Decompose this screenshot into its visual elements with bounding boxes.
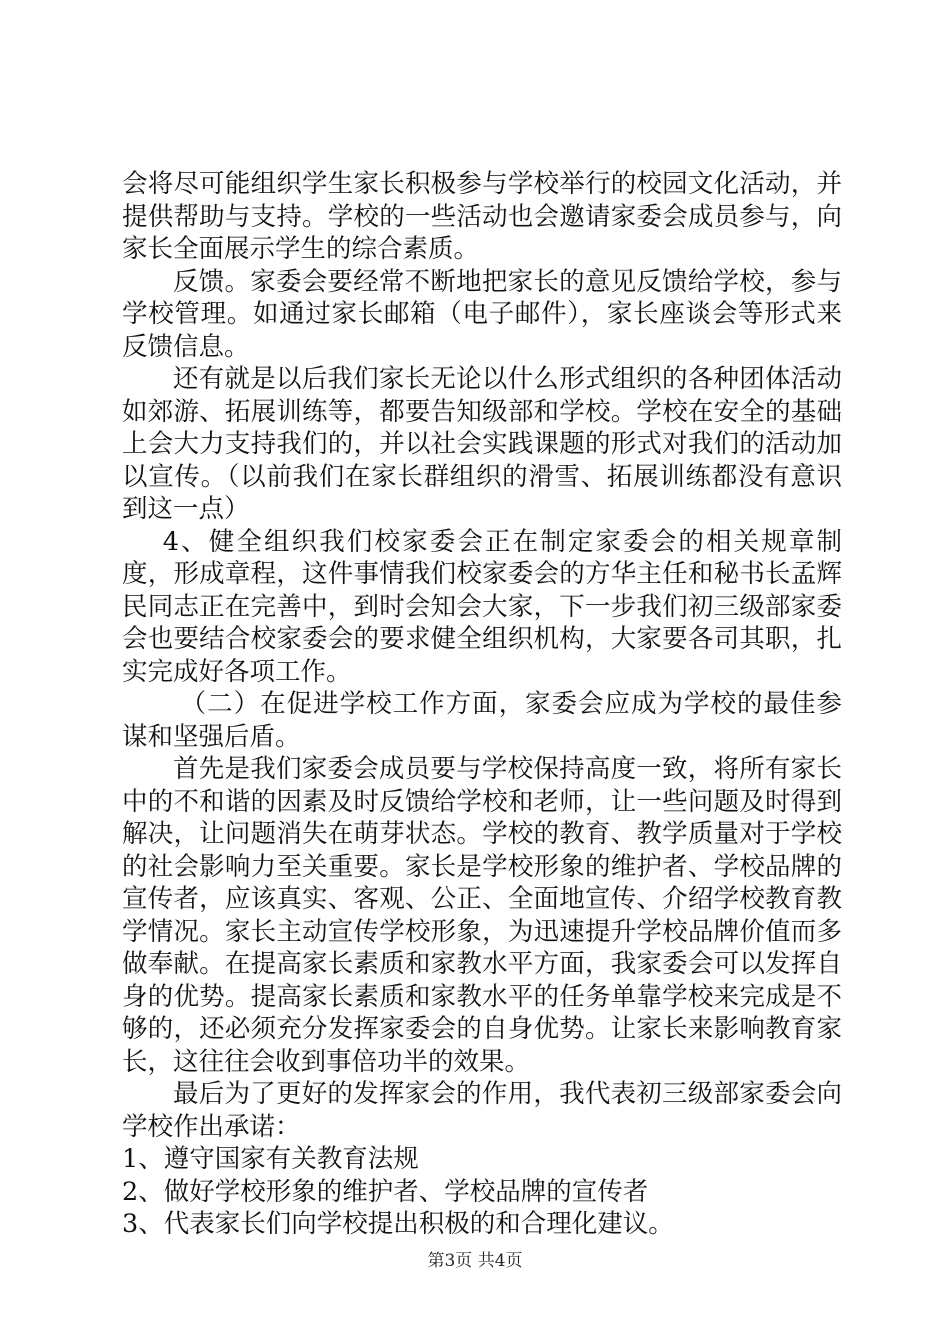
list-item: 3、代表家长们向学校提出积极的和合理化建议。 (122, 1209, 674, 1239)
paragraph-feedback: 反馈。家委会要经常不断地把家长的意见反馈给学校，参与学校管理。如通过家长邮箱（电子邮件），家长座谈会等形式来反馈信息。 (122, 266, 842, 362)
paragraph-section-two: （二）在促进学校工作方面，家委会应成为学校的最佳参谋和坚强后盾。 (122, 689, 842, 752)
paragraph-group-activities: 还有就是以后我们家长无论以什么形式组织的各种团体活动如郊游、拓展训练等，都要告知级部和学校。学校在安全的基础上会大力支持我们的，并以社会实践课题的形式对我们的活动加以宣传。（以前我们在家长群组织的滑雪、拓展训练都没有意识到这一点） (122, 364, 842, 524)
paragraph-activities: 会将尽可能组织学生家长积极参与学校举行的校园文化活动，并提供帮助与支持。学校的一些活动也会邀请家委会成员参与，向家长全面展示学生的综合素质。 (122, 169, 842, 264)
paragraph-organization: 4、健全组织我们校家委会正在制定家委会的相关规章制度，形成章程，这件事情我们校家委会的方华主任和秘书长孟辉民同志正在完善中，到时会知会大家，下一步我们初三级部家委会也要结合校家委会的要求健全组织机构，大家要各司其职，扎实完成好各项工作。 (122, 526, 842, 687)
page-number-footer: 第3页 共4页 (427, 1251, 523, 1271)
paragraph-consistency: 首先是我们家委会成员要与学校保持高度一致，将所有家长中的不和谐的因素及时反馈给学校和老师，让一些问题及时得到解决，让问题消失在萌芽状态。学校的教育、教学质量对于学校的社会影响力至关重要。家长是学校形象的维护者、学校品牌的宣传者，应该真实、客观、公正、全面地宣传、介绍学校教育教学情况。家长主动宣传学校形象，为迅速提升学校品牌价值而多做奉献。在提高家长素质和家教水平方面，我家委会可以发挥自身的优势。提高家长素质和家教水平的任务单靠学校来完成是不够的，还必须充分发挥家委会的自身优势。让家长来影响教育家长，这往往会收到事倍功半的效果。 (122, 754, 842, 1077)
list-item: 1、遵守国家有关教育法规 (122, 1144, 419, 1174)
list-item: 2、做好学校形象的维护者、学校品牌的宣传者 (122, 1176, 649, 1207)
paragraph-commitment: 最后为了更好的发挥家会的作用，我代表初三级部家委会向学校作出承诺： (122, 1079, 842, 1142)
document-body (122, 168, 842, 1241)
